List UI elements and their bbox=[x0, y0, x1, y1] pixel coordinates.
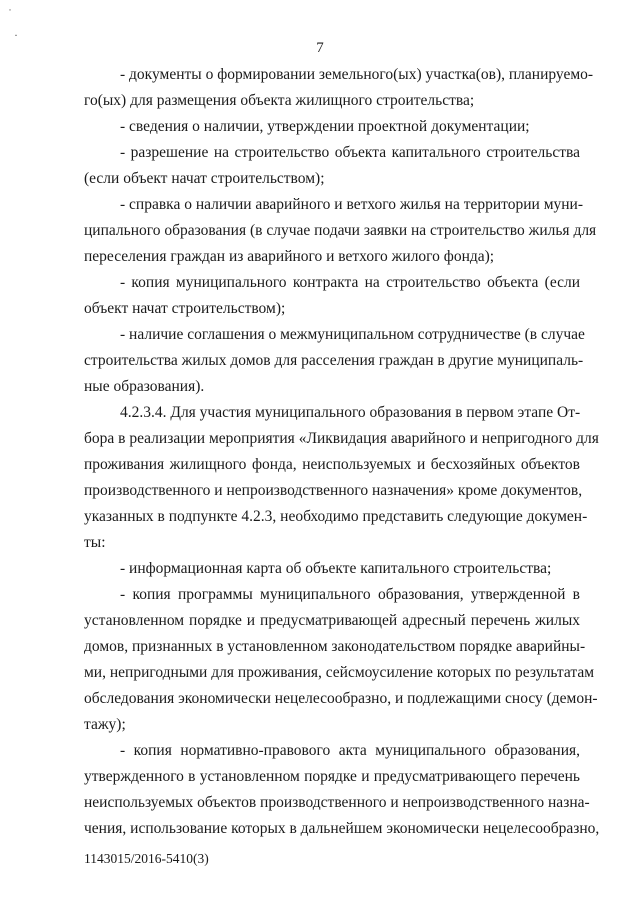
paragraph-line: домов, признанных в установленном законодательством порядке аварийны- bbox=[84, 638, 586, 655]
paragraph bbox=[84, 738, 600, 842]
paragraph bbox=[84, 192, 597, 270]
page-number: 7 bbox=[316, 40, 324, 56]
paragraph-line: строительства жилых домов для расселения граждан в другие муниципаль- bbox=[84, 352, 584, 369]
paragraph-line: (если объект начат строительством); bbox=[84, 170, 325, 187]
paragraph-line: проживания жилищного фонда, неиспользуемых и бесхозяйных объектов bbox=[84, 456, 580, 473]
paragraph-line: - сведения о наличии, утверждении проектной документации; bbox=[120, 118, 530, 135]
paragraph-line: - копия муниципального контракта на строительство объекта (если bbox=[120, 274, 580, 291]
paragraph-line: чения, использование которых в дальнейшем экономически нецелесообразно, bbox=[84, 820, 600, 837]
paragraph-line: - копия нормативно-правового акта муниципального образования, bbox=[120, 742, 580, 759]
paragraph-line: ные образования). bbox=[84, 378, 205, 395]
paragraph-line: - копия программы муниципального образования, утвержденной в bbox=[120, 586, 580, 603]
paragraph bbox=[84, 140, 580, 192]
paragraph bbox=[84, 322, 585, 400]
paragraph-line: объект начат строительством); bbox=[84, 300, 286, 317]
document-body bbox=[84, 62, 600, 842]
paragraph bbox=[84, 582, 598, 738]
document-code: 1143015/2016-5410(3) bbox=[84, 851, 209, 866]
paragraph-line: ты: bbox=[84, 534, 106, 551]
paragraph-line: - документы о формировании земельного(ых) участка(ов), планируемо- bbox=[120, 66, 594, 83]
paragraph bbox=[84, 556, 580, 582]
paragraph-line: переселения граждан из аварийного и ветхого жилого фонда); bbox=[84, 248, 495, 265]
paragraph-line: утвержденного в установленном порядке и предусматривающего перечень bbox=[84, 768, 580, 785]
paragraph-line: тажу); bbox=[84, 716, 126, 733]
scan-speck-left: · bbox=[14, 28, 18, 42]
paragraph bbox=[84, 400, 599, 556]
scan-speck-top: ˙ bbox=[8, 6, 12, 20]
paragraph-line: установленном порядке и предусматривающей адресный перечень жилых bbox=[84, 612, 580, 629]
paragraph-line: производственного и непроизводственного назначения» кроме документов, bbox=[84, 482, 583, 499]
paragraph bbox=[84, 114, 580, 140]
paragraph-line: го(ых) для размещения объекта жилищного строительства; bbox=[84, 92, 475, 109]
paragraph-line: ципального образования (в случае подачи заявки на строительство жилья для bbox=[84, 222, 597, 239]
paragraph-line: - наличие соглашения о межмуниципальном сотрудничестве (в случае bbox=[120, 326, 585, 343]
paragraph-line: указанных в подпункте 4.2.3, необходимо представить следующие докумен- bbox=[84, 508, 588, 525]
paragraph-line: неиспользуемых объектов производственного и непроизводственного назна- bbox=[84, 794, 590, 811]
paragraph-line: обследования экономически нецелесообразно, и подлежащими сносу (демон- bbox=[84, 690, 598, 707]
paragraph bbox=[84, 62, 594, 114]
paragraph bbox=[84, 270, 580, 322]
paragraph-line: бора в реализации мероприятия «Ликвидация аварийного и непригодного для bbox=[84, 430, 599, 447]
paragraph-line: 4.2.3.4. Для участия муниципального образования в первом этапе От- bbox=[120, 404, 581, 421]
paragraph-line: ми, непригодными для проживания, сейсмоусиление которых по результатам bbox=[84, 664, 595, 681]
paragraph-line: - разрешение на строительство объекта капитального строительства bbox=[120, 144, 580, 161]
paragraph-line: - информационная карта об объекте капитального строительства; bbox=[120, 560, 552, 577]
paragraph-line: - справка о наличии аварийного и ветхого жилья на территории муни- bbox=[120, 196, 584, 213]
